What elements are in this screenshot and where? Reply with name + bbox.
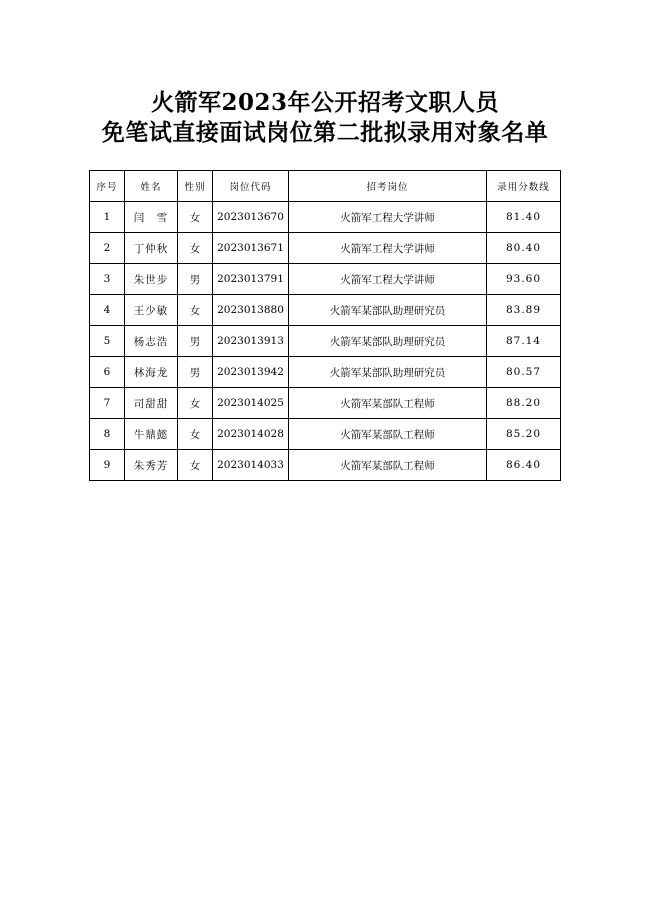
header-position: 招考岗位	[289, 171, 487, 202]
cell-code: 2023013880	[213, 295, 289, 326]
cell-index: 6	[90, 357, 125, 388]
header-name: 姓名	[125, 171, 178, 202]
cell-gender: 女	[178, 202, 213, 233]
cell-score: 83.89	[487, 295, 561, 326]
cell-index: 1	[90, 202, 125, 233]
cell-index: 8	[90, 419, 125, 450]
cell-name: 丁仲秋	[125, 233, 178, 264]
table-row	[90, 264, 561, 295]
cell-gender: 男	[178, 326, 213, 357]
title-line-2: 免笔试直接面试岗位第二批拟录用对象名单	[101, 119, 549, 146]
cell-index: 7	[90, 388, 125, 419]
cell-code: 2023014028	[213, 419, 289, 450]
cell-index: 5	[90, 326, 125, 357]
cell-position: 火箭军工程大学讲师	[289, 264, 487, 295]
cell-score: 80.57	[487, 357, 561, 388]
cell-score: 93.60	[487, 264, 561, 295]
candidate-table	[89, 170, 561, 481]
cell-position: 火箭军某部队工程师	[289, 450, 487, 481]
table-row	[90, 419, 561, 450]
cell-score: 80.40	[487, 233, 561, 264]
cell-score: 88.20	[487, 388, 561, 419]
table-row	[90, 388, 561, 419]
cell-score: 81.40	[487, 202, 561, 233]
table-header-row	[90, 171, 561, 202]
cell-name: 牛鼎懿	[125, 419, 178, 450]
cell-score: 85.20	[487, 419, 561, 450]
table-row	[90, 295, 561, 326]
table-row	[90, 326, 561, 357]
cell-position: 火箭军工程大学讲师	[289, 233, 487, 264]
cell-name: 王少敏	[125, 295, 178, 326]
header-score: 录用分数线	[487, 171, 561, 202]
cell-position: 火箭军某部队助理研究员	[289, 326, 487, 357]
cell-name: 林海龙	[125, 357, 178, 388]
cell-score: 86.40	[487, 450, 561, 481]
cell-name: 朱世步	[125, 264, 178, 295]
cell-position: 火箭军工程大学讲师	[289, 202, 487, 233]
cell-gender: 女	[178, 450, 213, 481]
document-title	[0, 88, 650, 148]
title-line-1: 火箭军2023年公开招考文职人员	[150, 89, 499, 116]
cell-position: 火箭军某部队工程师	[289, 388, 487, 419]
cell-position: 火箭军某部队助理研究员	[289, 357, 487, 388]
cell-code: 2023013671	[213, 233, 289, 264]
cell-code: 2023013913	[213, 326, 289, 357]
cell-name: 闫 雪	[125, 202, 178, 233]
header-index: 序号	[90, 171, 125, 202]
cell-code: 2023014025	[213, 388, 289, 419]
table-row	[90, 202, 561, 233]
cell-gender: 女	[178, 419, 213, 450]
cell-gender: 女	[178, 295, 213, 326]
header-code: 岗位代码	[213, 171, 289, 202]
cell-position: 火箭军某部队助理研究员	[289, 295, 487, 326]
cell-score: 87.14	[487, 326, 561, 357]
cell-name: 司甜甜	[125, 388, 178, 419]
cell-gender: 男	[178, 264, 213, 295]
cell-index: 4	[90, 295, 125, 326]
cell-name: 朱秀芳	[125, 450, 178, 481]
cell-position: 火箭军某部队工程师	[289, 419, 487, 450]
cell-index: 3	[90, 264, 125, 295]
table-row	[90, 357, 561, 388]
cell-name: 杨志浩	[125, 326, 178, 357]
cell-index: 9	[90, 450, 125, 481]
header-gender: 性别	[178, 171, 213, 202]
cell-index: 2	[90, 233, 125, 264]
cell-code: 2023013670	[213, 202, 289, 233]
cell-gender: 女	[178, 233, 213, 264]
table-row	[90, 450, 561, 481]
table-row	[90, 233, 561, 264]
cell-code: 2023013942	[213, 357, 289, 388]
table-body	[90, 202, 561, 481]
cell-gender: 男	[178, 357, 213, 388]
cell-code: 2023013791	[213, 264, 289, 295]
cell-code: 2023014033	[213, 450, 289, 481]
cell-gender: 女	[178, 388, 213, 419]
